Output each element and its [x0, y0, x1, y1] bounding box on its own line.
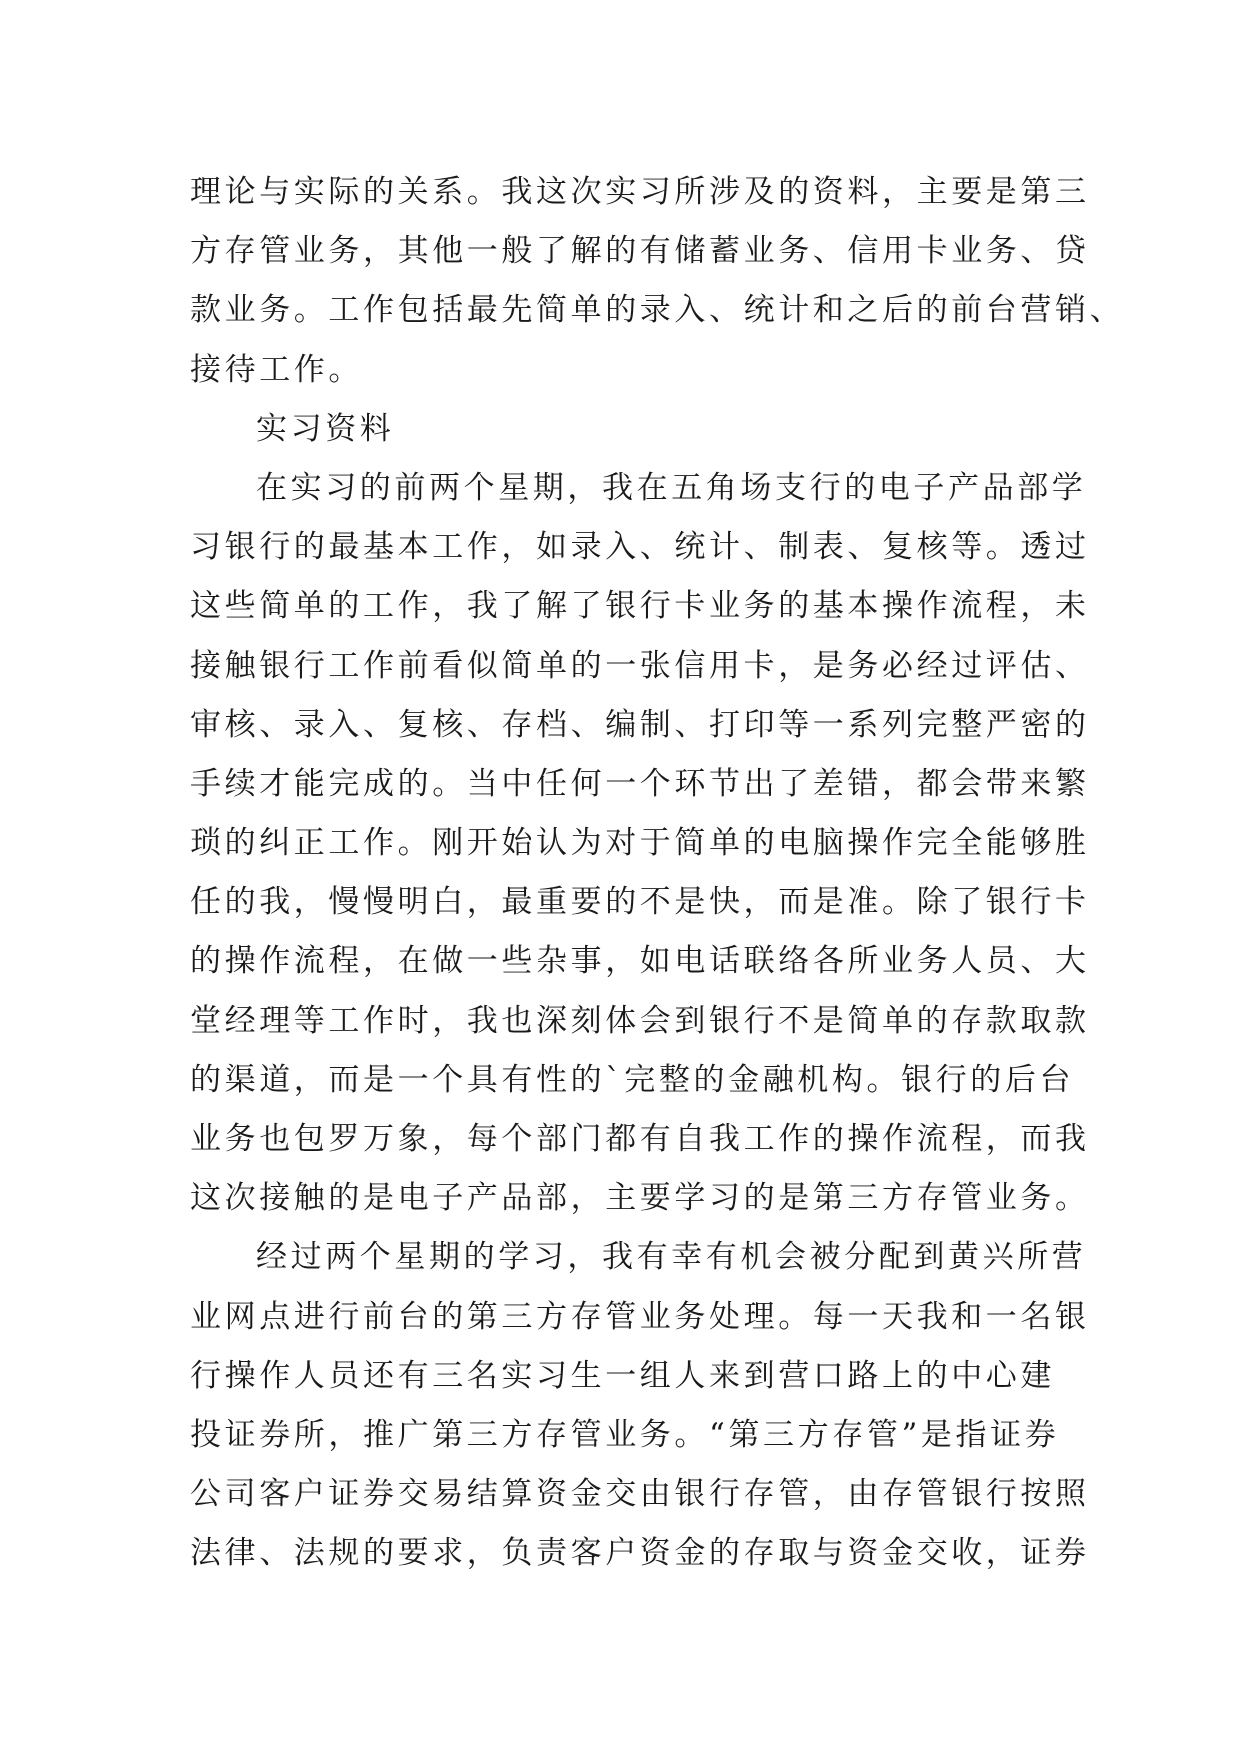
- text-line: 堂经理等工作时，我也深刻体会到银行不是简单的存款取款: [190, 1002, 1090, 1039]
- text-line: 接待工作。: [190, 351, 363, 388]
- text-line: 审核、录入、复核、存档、编制、打印等一系列完整严密的: [190, 706, 1090, 743]
- section-heading: 实习资料: [256, 410, 395, 447]
- text-line: 行操作人员还有三名实习生一组人来到营口路上的中心建: [190, 1357, 1055, 1394]
- text-line: 的操作流程，在做一些杂事，如电话联络各所业务人员、大: [190, 943, 1090, 980]
- text-line: 方存管业务，其他一般了解的有储蓄业务、信用卡业务、贷: [190, 233, 1090, 270]
- text-line: 法律、法规的要求，负责客户资金的存取与资金交收，证券: [190, 1535, 1090, 1572]
- text-line: 款业务。工作包括最先简单的录入、统计和之后的前台营销、: [190, 292, 1125, 329]
- text-line: 这次接触的是电子产品部，主要学习的是第三方存管业务。: [190, 1180, 1090, 1217]
- paragraph-start: 在实习的前两个星期，我在五角场支行的电子产品部学: [256, 469, 1087, 506]
- text-line: 接触银行工作前看似简单的一张信用卡，是务必经过评估、: [190, 647, 1090, 684]
- text-line: 这些简单的工作，我了解了银行卡业务的基本操作流程，未: [190, 588, 1090, 625]
- text-line: 公司客户证券交易结算资金交由银行存管，由存管银行按照: [190, 1476, 1090, 1513]
- text-line: 业网点进行前台的第三方存管业务处理。每一天我和一名银: [190, 1298, 1090, 1335]
- text-line: 理论与实际的关系。我这次实习所涉及的资料，主要是第三: [190, 174, 1090, 210]
- text-line: 投证券所，推广第三方存管业务。“第三方存管”是指证券: [190, 1416, 1060, 1453]
- paragraph-start: 经过两个星期的学习，我有幸有机会被分配到黄兴所营: [256, 1239, 1087, 1276]
- text-line: 的渠道，而是一个具有性的`完整的金融机构。银行的后台: [190, 1061, 1075, 1098]
- text-line: 习银行的最基本工作，如录入、统计、制表、复核等。透过: [190, 529, 1090, 566]
- body-text: [190, 163, 1125, 1584]
- text-line: 手续才能完成的。当中任何一个环节出了差错，都会带来繁: [190, 765, 1090, 802]
- text-line: 业务也包罗万象，每个部门都有自我工作的操作流程，而我: [190, 1121, 1090, 1157]
- text-line: 琐的纠正工作。刚开始认为对于简单的电脑操作完全能够胜: [190, 825, 1090, 862]
- text-line: 任的我，慢慢明白，最重要的不是快，而是准。除了银行卡: [190, 884, 1090, 921]
